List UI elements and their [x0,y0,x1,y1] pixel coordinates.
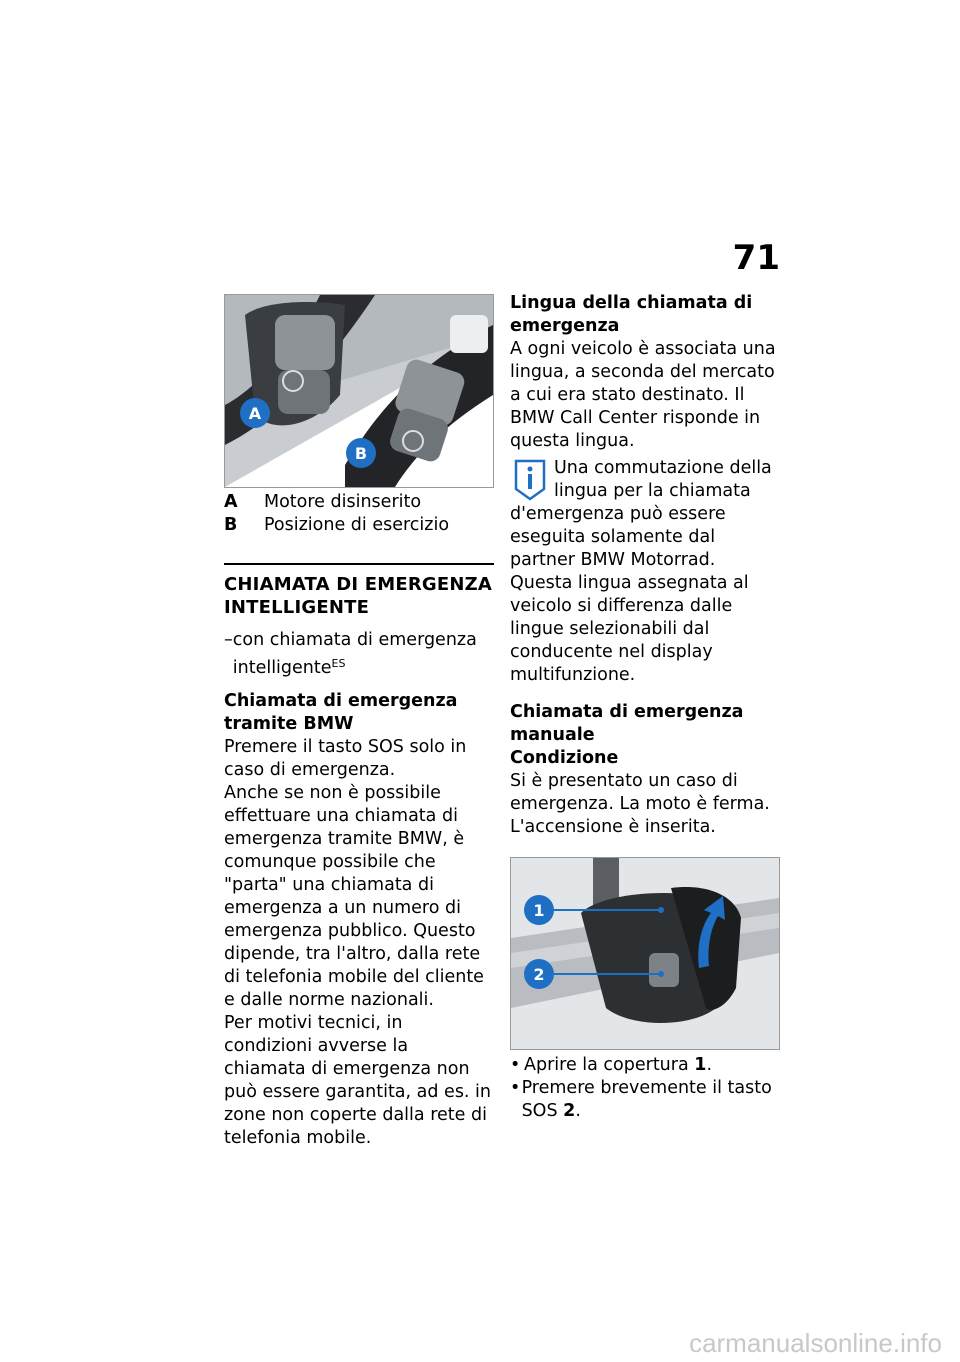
step-text: Premere brevemente il tasto SOS [521,1078,772,1121]
bmw-call-p3: Per motivi tecnici, in condizioni avverse la chiamata di emergenza non può essere garantita, ad es. in zone non coperte dalla rete di telefonia mobile. [224,1013,492,1148]
callout-a: A [248,404,262,423]
note-text: Una commutazione della lingua per la chiamata d'emergenza può essere eseguita solamente dal partner BMW Motorrad. Questa lingua assegnata al veicolo si differenza dalle lingue selezionabili dal conducente nel display multifunzione. [510,458,772,685]
bmw-call-p1: Premere il tasto SOS solo in caso di emergenza. [224,737,467,780]
step-ref: 2 [563,1101,576,1121]
info-note [510,457,782,687]
step-item: • Aprire la copertura 1. [510,1055,713,1075]
sos-switch-illustration [511,858,779,1049]
handlebar-switch-figure [224,294,494,488]
step-ref: 1 [694,1055,707,1075]
condition-text: Si è presentato un caso di emergenza. La moto è ferma. L'accensione è inserita. [510,771,770,837]
condition-heading: Condizione [510,748,619,768]
section-rule [224,563,494,565]
option-item [224,629,494,680]
info-icon [510,457,550,503]
sos-switch-figure [510,857,780,1050]
language-p1: A ogni veicolo è associata una lingua, a seconda del mercato a cui era stato destinato. Il BMW Call Center risponde in questa lingua. [510,339,776,451]
callout-2: 2 [533,965,545,984]
section-title: CHIAMATA DI EMERGENZA INTELLIGENTE [224,574,493,618]
step-item: • Premere brevemente il tasto SOS 2. [510,1078,772,1121]
handlebar-switch-illustration [225,295,493,487]
left-column [224,294,494,1150]
legend-key: B [224,515,238,535]
watermark: carmanualsonline.info [689,1328,942,1358]
steps-list [510,1054,782,1123]
figure-legend [224,491,494,537]
callout-1: 1 [533,901,545,920]
step-text: Aprire la copertura [524,1055,689,1075]
legend-row [224,514,494,537]
bullet-marker: • [510,1078,521,1098]
bmw-call-heading: Chiamata di emergenza tramite BMW [224,691,458,734]
legend-key: A [224,492,238,512]
legend-text: Posizione di esercizio [264,515,450,535]
dash-marker: – [224,630,233,650]
legend-row [224,491,494,514]
option-code: ES [331,657,346,670]
callout-b: B [354,444,368,463]
manual-call-heading: Chiamata di emergenza manuale [510,702,744,745]
bmw-call-p2: Anche se non è possibile effettuare una chiamata di emergenza tramite BMW, è comunque possibile che "parta" una chiamata di emergenza a un numero di emergenza pubblico. Questo dipende, tra l'altro, dalla rete di telefonia mobile del cliente e dalle norme nazionali. [224,783,484,1010]
right-column [510,292,782,1123]
page-number: 71 [732,238,780,278]
option-text: con chiamata di emergenza intelligente [232,630,477,678]
bullet-marker: • [510,1055,521,1075]
legend-text: Motore disinserito [264,492,422,512]
language-heading: Lingua della chiamata di emergenza [510,293,753,336]
